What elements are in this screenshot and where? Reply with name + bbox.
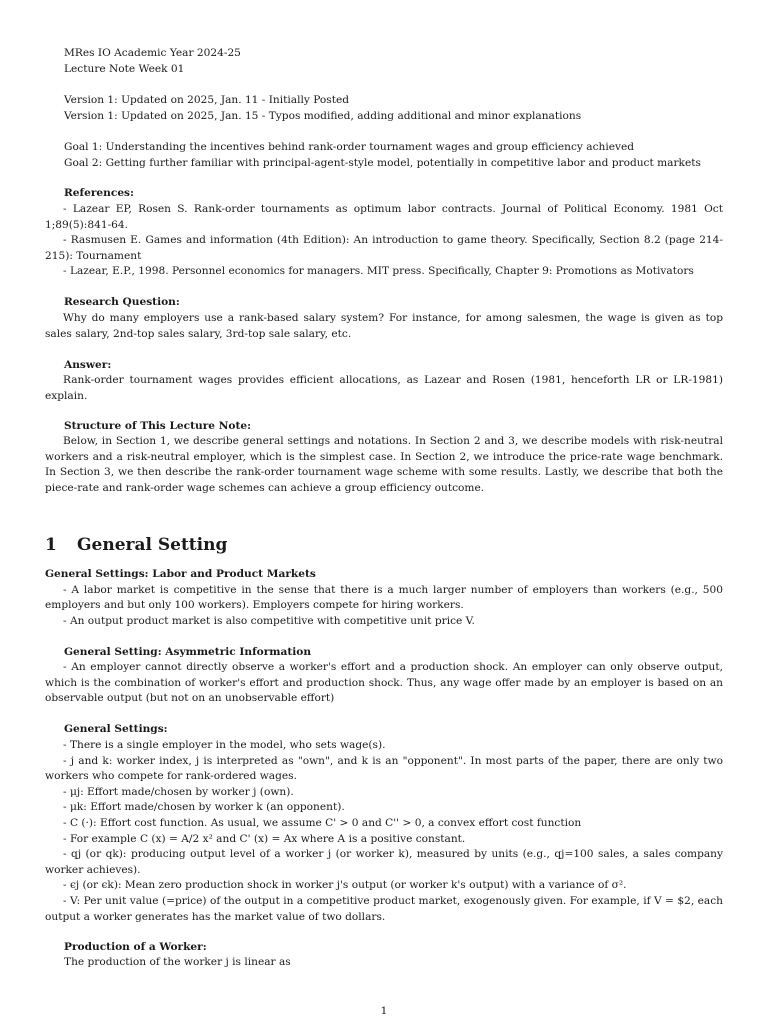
header xyxy=(64,46,723,77)
goal-line: Goal 2: Getting further familiar with principal-agent-style model, potentially in competitive labor and product markets xyxy=(64,156,701,169)
settings-item: - ϵj (or ϵk): Mean zero production shock in worker j's output (or worker k's output) with a variance of σ². xyxy=(63,879,627,892)
version-line: Version 1: Updated on 2025, Jan. 15 - Typos modified, adding additional and minor explanations xyxy=(64,109,582,122)
section-title: General Setting xyxy=(77,535,228,555)
production-text: The production of the worker j is linear as xyxy=(64,956,291,968)
production-heading-text: Production of a Worker: xyxy=(64,941,207,953)
settings-heading-text: General Settings: xyxy=(64,723,168,735)
answer-heading-text: Answer: xyxy=(64,359,112,371)
asymmetric-heading-text: General Setting: Asymmetric Information xyxy=(64,646,312,658)
asymmetric-body xyxy=(45,660,723,707)
answer-body xyxy=(45,373,723,404)
version-history xyxy=(64,93,723,124)
settings-item: - C (·): Effort cost function. As usual, we assume C' > 0 and C'' > 0, a convex effort cost function xyxy=(63,816,582,829)
markets-heading: General Settings: Labor and Product Markets xyxy=(45,568,316,580)
settings-item: - j and k: worker index, j is interpreted as "own", and k is an "opponent". In most parts of the paper, there are only two workers who compete for rank-ordered wages. xyxy=(45,754,723,783)
settings-item: - μk: Effort made/chosen by worker k (an opponent). xyxy=(63,801,345,814)
answer-text: Rank-order tournament wages provides efficient allocations, as Lazear and Rosen (1981, henceforth LR or LR-1981) explain. xyxy=(45,374,723,402)
answer-heading xyxy=(64,358,723,374)
structure-heading-text: Structure of This Lecture Note: xyxy=(64,420,251,432)
settings-item: - qj (or qk): producing output level of a worker j (or worker k), measured by units (e.g., qj=100 sales, a sales company worker achieves). xyxy=(45,848,723,876)
goals xyxy=(64,140,723,171)
asymmetric-heading xyxy=(64,645,723,661)
settings-item: - μj: Effort made/chosen by worker j (own). xyxy=(63,785,294,798)
references-heading-text: References: xyxy=(64,187,134,199)
production-heading xyxy=(64,940,723,956)
lecture-note-title: Lecture Note Week 01 xyxy=(64,62,185,75)
structure-text: Below, in Section 1, we describe general settings and notations. In Section 2 and 3, we describe models with risk-neutral workers and a risk-neutral employer, which is the simplest case. In Section 2, we introduce the price-rate wage benchmark. In Section 3, we then describe the rank-order tournament wage scheme with some results. Lastly, we describe that both the piece-rate and rank-order wage schemes can achieve a group efficiency outcome. xyxy=(45,435,723,494)
reference-item: - Lazear, E.P., 1998. Personnel economics for managers. MIT press. Specifically, Chapter 9: Promotions as Motivators xyxy=(63,265,694,278)
references-heading xyxy=(64,186,723,202)
section-number: 1 xyxy=(45,535,57,555)
goal-line: Goal 1: Understanding the incentives behind rank-order tournament wages and group efficiency achieved xyxy=(64,141,635,153)
research-question-heading-text: Research Question: xyxy=(64,296,180,308)
settings-item: - There is a single employer in the model, who sets wage(s). xyxy=(63,739,386,751)
reference-item: - Rasmusen E. Games and information (4th Edition): An introduction to game theory. Specifically, Section 8.2 (page 214-215): Tournament xyxy=(45,234,723,262)
research-question-text: Why do many employers use a rank-based salary system? For instance, for among salesmen, the wage is given as top sales salary, 2nd-top sales salary, 3rd-top sale salary, etc. xyxy=(45,312,723,340)
settings-item: - V: Per unit value (=price) of the output in a competitive product market, exogenously given. For example, if V = $2, each output a worker generates has the market value of two dollars. xyxy=(45,894,723,923)
course-title: MRes IO Academic Year 2024-25 xyxy=(64,47,241,59)
structure-heading xyxy=(64,419,723,435)
page-number: 1 xyxy=(380,1005,388,1017)
references-list xyxy=(45,202,723,280)
production-body xyxy=(64,955,723,971)
settings-list xyxy=(45,738,723,925)
settings-item: - For example C (x) = A/2 x² and C' (x) = Ax where A is a positive constant. xyxy=(63,832,466,845)
structure-body xyxy=(45,434,723,496)
version-line: Version 1: Updated on 2025, Jan. 11 - Initially Posted xyxy=(64,94,350,106)
settings-heading xyxy=(64,722,723,738)
markets-subsection xyxy=(45,567,723,629)
research-question-body xyxy=(45,311,723,342)
asymmetric-text: - An employer cannot directly observe a worker's effort and a production shock. An employer can only observe output, which is the combination of worker's effort and production shock. Thus, any wage offer made by an employer is based on an observable output (but not on an unobservable effort) xyxy=(45,661,723,705)
section-heading xyxy=(45,534,723,556)
markets-item: - An output product market is also competitive with competitive unit price V. xyxy=(63,614,475,627)
reference-item: - Lazear EP, Rosen S. Rank-order tournaments as optimum labor contracts. Journal of Political Economy. 1981 Oct 1;89(5):841-64. xyxy=(45,203,723,231)
research-question-heading xyxy=(64,295,723,311)
markets-item: - A labor market is competitive in the sense that there is a much larger number of employers than workers (e.g., 500 employers and but only 100 workers). Employers compete for hiring workers. xyxy=(45,583,723,612)
